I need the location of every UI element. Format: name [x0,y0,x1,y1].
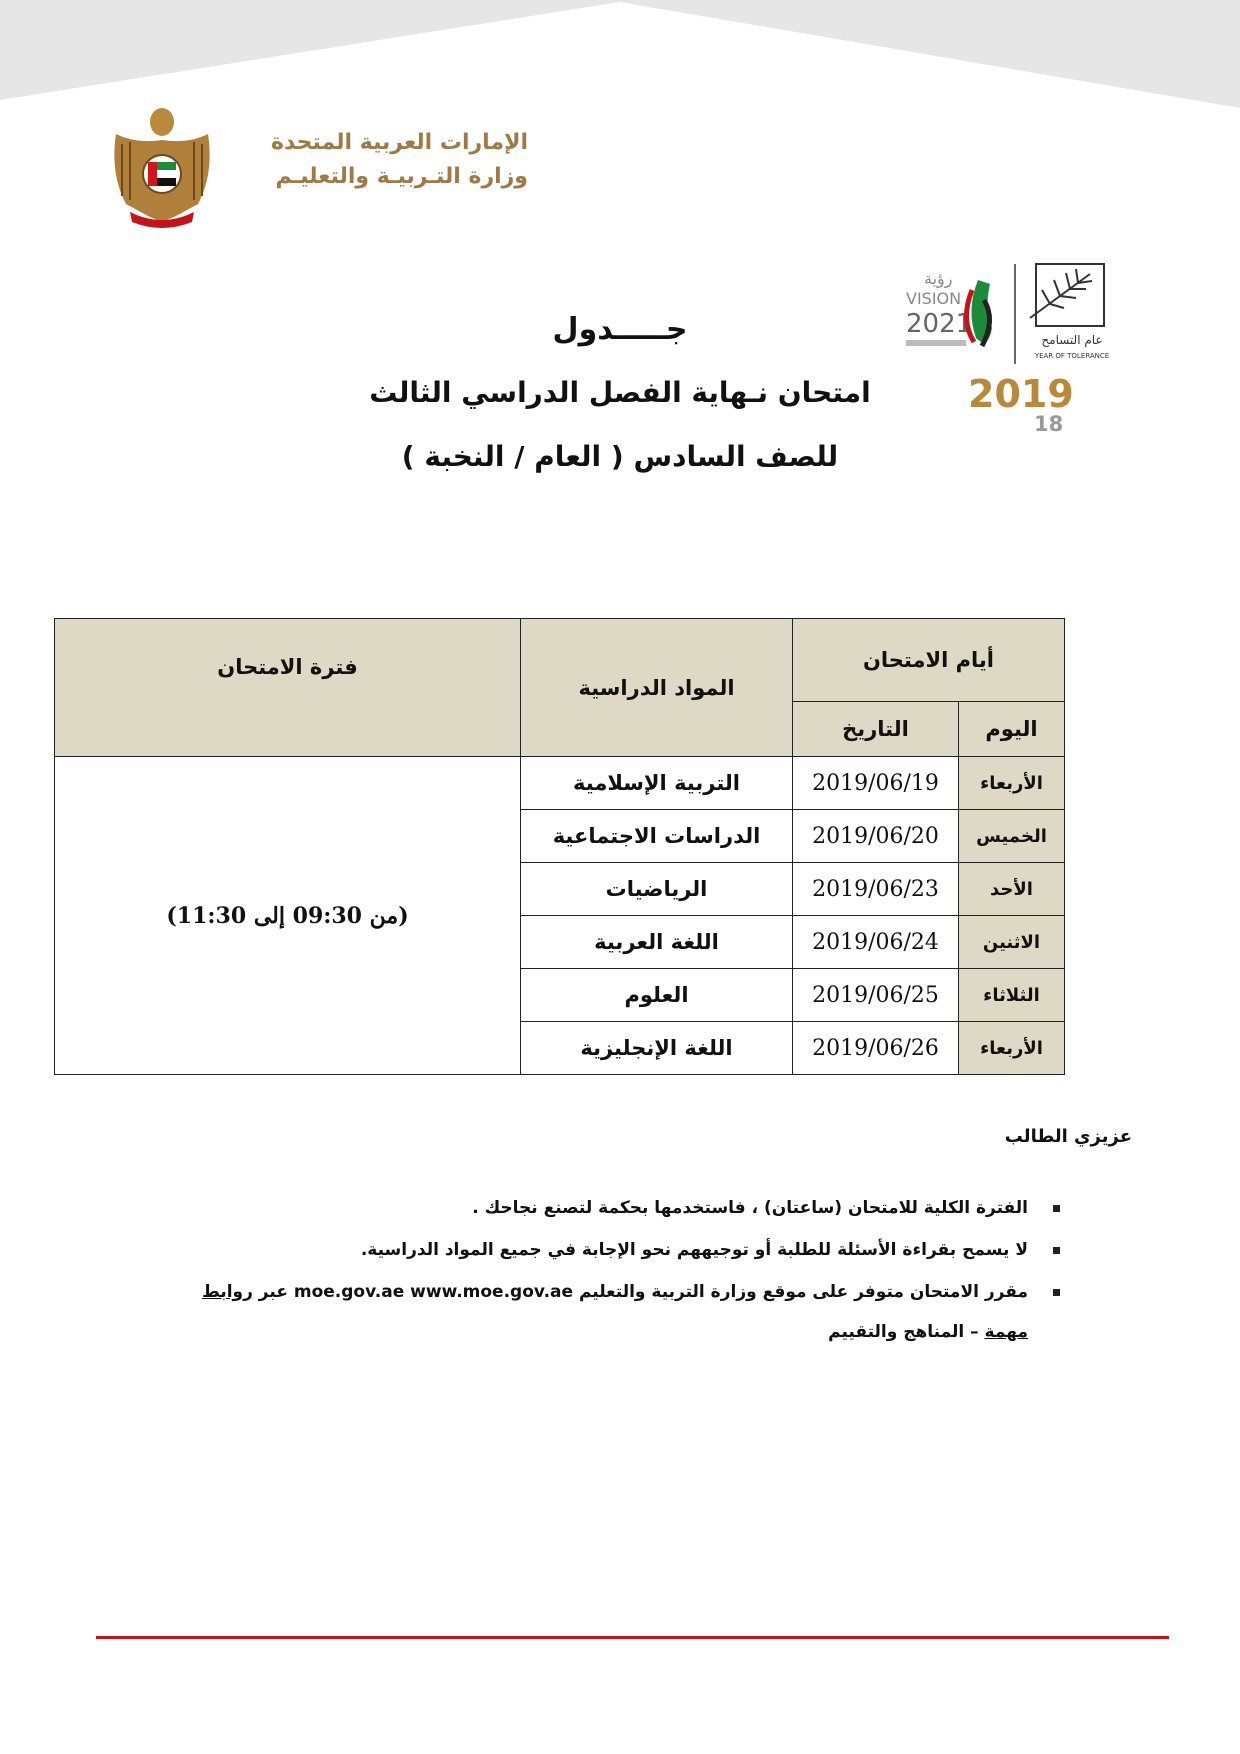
grade-title: للصف السادس ( العام / النخبة ) [401,440,839,473]
ministry-name [228,126,528,194]
bullet-icon [1053,1289,1060,1296]
academic-year-main: 2019 [968,372,1074,416]
academic-year-secondary: 18 [1034,412,1064,436]
notes-list [160,1196,1060,1362]
list-item [160,1196,1060,1220]
header-date: التاريخ [793,702,959,757]
vision-year: 2021 [906,309,973,339]
date-cell: 2019/06/19 [793,757,959,810]
exam-title: امتحان نـهاية الفصل الدراسي الثالث [369,376,871,409]
subject-cell: الرياضيات [521,863,793,916]
header-subjects: المواد الدراسية [521,619,793,757]
top-banner [0,0,1240,110]
date-cell: 2019/06/26 [793,1022,959,1075]
exam-period-cell: (من 09:30 إلى 11:30) [55,757,521,1075]
day-cell: الأربعاء [959,757,1065,810]
note-duration: الفترة الكلية للامتحان (ساعتان) ، فاستخدمها بحكمة لتصنع نجاحك . [472,1198,1028,1218]
list-item [160,1280,1060,1344]
tolerance-english-label: YEAR OF TOLERANCE [1034,352,1110,360]
vision-label: VISION [906,289,962,308]
date-cell: 2019/06/24 [793,916,959,969]
day-cell: الخميس [959,810,1065,863]
ministry-department-name: وزارة التـربيـة والتعليـم [275,164,528,189]
bullet-icon [1053,1247,1060,1254]
date-cell: 2019/06/20 [793,810,959,863]
student-greeting: عزيزي الطالب [1004,1126,1132,1147]
subject-cell: العلوم [521,969,793,1022]
day-cell: الاثنين [959,916,1065,969]
curriculum-assessment-text: – المناهج والتقييم [828,1322,985,1342]
tolerance-arabic-label: عام التسامح [1041,333,1103,347]
note-reading-policy: لا يسمح بقراءة الأسئلة للطلبة أو توجيههم نحو الإجابة في جميع المواد الدراسية. [360,1240,1028,1260]
list-item [160,1238,1060,1262]
date-cell: 2019/06/25 [793,969,959,1022]
note-syllabus: مقرر الامتحان متوفر على موقع وزارة التربية والتعليم moe.gov.ae www.moe.gov.ae عبر [252,1282,1028,1302]
day-cell: الأربعاء [959,1022,1065,1075]
day-cell: الثلاثاء [959,969,1065,1022]
subject-cell: التربية الإسلامية [521,757,793,810]
exam-schedule-table [54,618,1065,1075]
date-cell: 2019/06/23 [793,863,959,916]
table-row [55,757,1065,810]
ministry-header [108,104,528,234]
header-day: اليوم [959,702,1065,757]
bullet-icon [1053,1205,1060,1212]
important-link[interactable]: مهمة [984,1322,1028,1342]
header-period: فترة الامتحان [55,619,521,757]
subject-cell: الدراسات الاجتماعية [521,810,793,863]
subject-cell: اللغة الإنجليزية [521,1022,793,1075]
vision-arabic-label: رؤية [924,269,953,288]
header-exam-days: أيام الامتحان [793,619,1065,702]
schedule-title: جـــــدول [552,312,688,347]
note-syllabus-line2 [160,1320,1028,1344]
ministry-country-name: الإمارات العربية المتحدة [270,130,528,155]
links-link[interactable]: روابط [202,1282,253,1302]
footer-divider [96,1636,1169,1639]
day-cell: الأحد [959,863,1065,916]
uae-falcon-emblem-icon [108,104,216,232]
subject-cell: اللغة العربية [521,916,793,969]
